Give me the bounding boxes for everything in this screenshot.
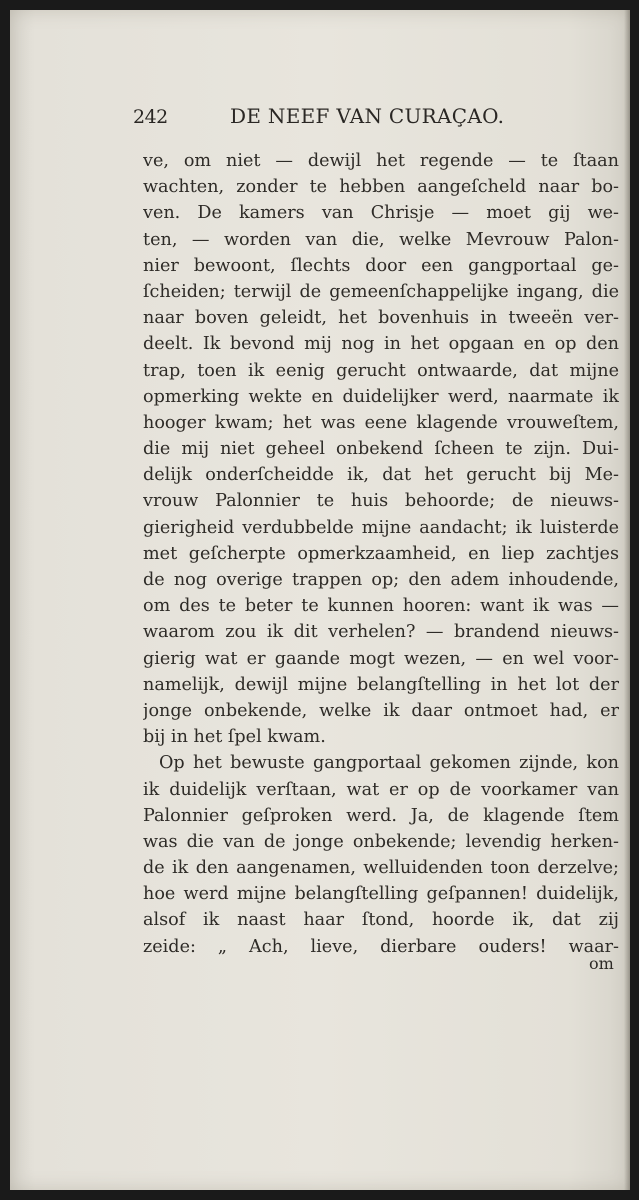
catchword: om (589, 954, 614, 973)
text-line: ve, om niet — dewijl het regende — te ſtaan (143, 151, 619, 171)
text-line: wachten, zonder te hebben aangeſcheld naar bo- (143, 177, 619, 198)
text-line: hooger kwam; het was eene klagende vrouweſtem, (143, 412, 619, 433)
text-line: nier bewoont, ſlechts door een gangportaal ge- (143, 255, 619, 276)
text-line: hoe werd mijne belangſtelling geſpannen! duidelijk, (143, 884, 619, 905)
text-line: Op het bewuste gangportaal gekomen zijnde, kon (159, 753, 619, 774)
text-line: de nog overige trappen op; den adem inhoudende, (143, 570, 619, 590)
running-title: DE NEEF VAN CURAÇAO. (230, 104, 505, 128)
text-line: ik duidelijk verſtaan, wat er op de voorkamer van (143, 779, 619, 800)
text-line: waarom zou ik dit verhelen? — brandend nieuws- (143, 622, 619, 643)
text-line: jonge onbekende, welke ik daar ontmoet had, er (143, 700, 619, 721)
text-line: de ik den aangenamen, welluidenden toon derzelve; (143, 858, 619, 879)
text-line: ſcheiden; terwijl de gemeenſchappelijke ingang, die (143, 281, 619, 302)
text-line: ten, — worden van die, welke Mevrouw Palon- (143, 229, 619, 250)
body-text (143, 148, 619, 960)
text-line: delijk onderſcheidde ik, dat het gerucht bij Me- (143, 465, 619, 486)
text-line: met geſcherpte opmerkzaamheid, en liep zachtjes (143, 543, 619, 564)
text-line: gierig wat er gaande mogt wezen, — en wel voor- (143, 648, 619, 669)
text-line: was die van de jonge onbekende; levendig herken- (143, 831, 619, 852)
text-line: alsof ik naast haar ſtond, hoorde ik, dat zij (143, 910, 619, 931)
text-line: zeide: „ Ach, lieve, dierbare ouders! waar- (143, 936, 619, 957)
text-line: deelt. Ik bevond mij nog in het opgaan en op den (143, 334, 619, 355)
text-line: ven. De kamers van Chrisje — moet gij we- (143, 203, 619, 224)
text-line: vrouw Palonnier te huis behoorde; de nieuws- (143, 491, 619, 512)
text-line: naar boven geleidt, het bovenhuis in tweeën ver- (143, 308, 619, 329)
text-line: om des te beter te kunnen hooren: want ik was — (143, 596, 619, 617)
text-line: Palonnier geſproken werd. Ja, de klagende ſtem (143, 805, 619, 826)
text-line: gierigheid verdubbelde mijne aandacht; ik luisterde (143, 517, 619, 538)
running-header (133, 104, 513, 134)
text-line: bij in het ſpel kwam. (143, 727, 326, 748)
book-page (10, 10, 630, 1190)
page-number: 242 (133, 106, 168, 128)
text-line: trap, toen ik eenig gerucht ontwaarde, dat mijne (143, 360, 619, 381)
text-line: opmerking wekte en duidelijker werd, naarmate ik (143, 386, 619, 407)
text-line: die mij niet geheel onbekend ſcheen te zijn. Dui- (143, 439, 619, 460)
text-line: namelijk, dewijl mijne belangſtelling in het lot der (143, 674, 619, 695)
